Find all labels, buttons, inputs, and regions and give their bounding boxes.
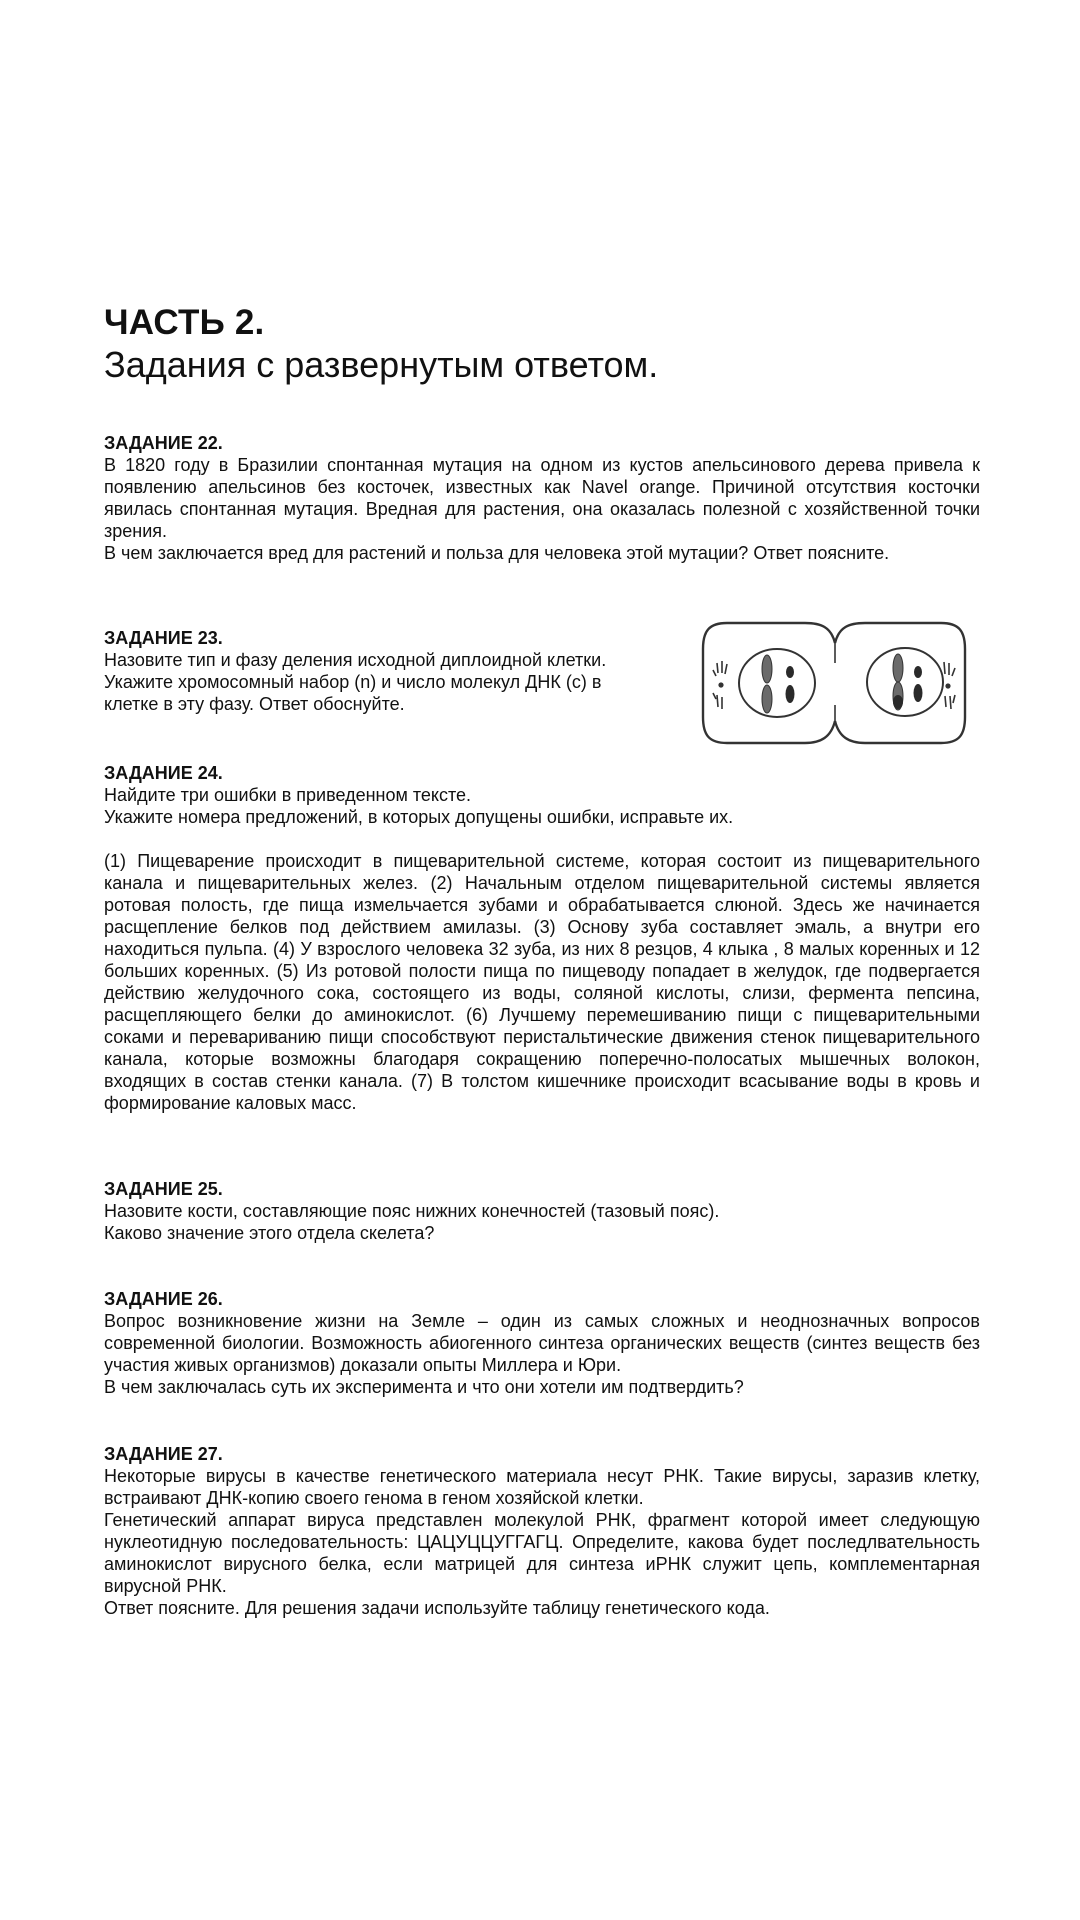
- task-heading: ЗАДАНИЕ 22.: [104, 433, 223, 453]
- part-header: [104, 303, 980, 387]
- task-text: Генетический аппарат вируса представлен молекулой РНК, фрагмент которой имеет следующую нуклеотидную последовательность: ЦАЦУЦЦУГГАГЦ. Определите, какова будет последлвательность аминокислот вирусного белка, если матрицей для синтеза иРНК служит цепь, комплементарная вирусной РНК.: [104, 1510, 980, 1596]
- part-title: ЧАСТЬ 2.: [104, 303, 265, 342]
- task-text: Некоторые вирусы в качестве генетического материала несут РНК. Такие вирусы, заразив клетку, встраивают ДНК-копию своего генома в геном хозяйской клетки.: [104, 1466, 980, 1508]
- task-25: [104, 1178, 980, 1244]
- task-22: [104, 432, 980, 564]
- task-text-line: Назовите кости, составляющие пояс нижних конечностей (тазовый пояс).: [104, 1201, 720, 1221]
- task-text-line: Укажите хромосомный набор (n) и число молекул ДНК (с) в: [104, 672, 602, 692]
- task-26: [104, 1288, 980, 1398]
- task-text: Вопрос возникновение жизни на Земле – один из самых сложных и неоднозначных вопросов современной биологии. Возможность абиогенного синтеза органических веществ (синтез веществ без участия живых организмов) доказали опыты Миллера и Юри.: [104, 1311, 980, 1375]
- cell-division-figure: [697, 617, 971, 749]
- task-heading: ЗАДАНИЕ 24.: [104, 763, 223, 783]
- task-heading: ЗАДАНИЕ 27.: [104, 1444, 223, 1464]
- part-subtitle: Задания с развернутым ответом.: [104, 344, 659, 385]
- task-error-text: (1) Пищеварение происходит в пищеварительной системе, которая состоит из пищеварительного канала и пищеварительных желез. (2) Начальным отделом пищеварительной системы является ротовая полость, где пища измельчается зубами и обрабатывается слюной. Здесь же начинается расщепление белков под действием амилазы. (3) Основу зуба составляет эмаль, а внутри его находиться пульпа. (4) У взрослого человека 32 зуба, из них 8 резцов, 4 клыка , 8 малых коренных и 12 больших коренных. (5) Из ротовой полости пища по пищеводу попадает в желудок, где подвергается действию желудочного сока, состоящего из воды, соляной кислоты, слизи, фермента пепсина, расщепляющего белки до аминокислот. (6) Лучшему перемешиванию пищи с пищеварительными соками и перевариванию пищи способствуют перистальтические движения стенок пищеварительного канала, которые возможны благодаря сокращению поперечно-полосатых мышечных волокон, входящих в состав стенки канала. (7) В толстом кишечнике происходит всасывание воды в кровь и формирование каловых масс.: [104, 851, 980, 1113]
- task-23: [104, 627, 694, 715]
- task-24: [104, 762, 980, 1114]
- task-heading: ЗАДАНИЕ 26.: [104, 1289, 223, 1309]
- task-text-line: Каково значение этого отдела скелета?: [104, 1223, 435, 1243]
- task-question: В чем заключается вред для растений и польза для человека этой мутации? Ответ поясните.: [104, 543, 890, 563]
- task-heading: ЗАДАНИЕ 23.: [104, 628, 223, 648]
- task-27: [104, 1443, 980, 1619]
- task-instruction: Укажите номера предложений, в которых допущены ошибки, исправьте их.: [104, 807, 734, 827]
- task-question: Ответ поясните. Для решения задачи используйте таблицу генетического кода.: [104, 1598, 770, 1618]
- task-instruction: Найдите три ошибки в приведенном тексте.: [104, 785, 472, 805]
- task-heading: ЗАДАНИЕ 25.: [104, 1179, 223, 1199]
- task-text: В 1820 году в Бразилии спонтанная мутация на одном из кустов апельсинового дерева привела к появлению апельсинов без косточек, известных как Navel orange. Причиной отсутствия косточки явилась спонтанная мутация. Вредная для растения, она оказалась полезной с хозяйственной точки зрения.: [104, 455, 980, 541]
- cell-division-illustration-icon: [697, 617, 971, 749]
- task-text-line: клетке в эту фазу. Ответ обоснуйте.: [104, 694, 405, 714]
- task-question: В чем заключалась суть их эксперимента и что они хотели им подтвердить?: [104, 1377, 744, 1397]
- task-text-line: Назовите тип и фазу деления исходной диплоидной клетки.: [104, 650, 607, 670]
